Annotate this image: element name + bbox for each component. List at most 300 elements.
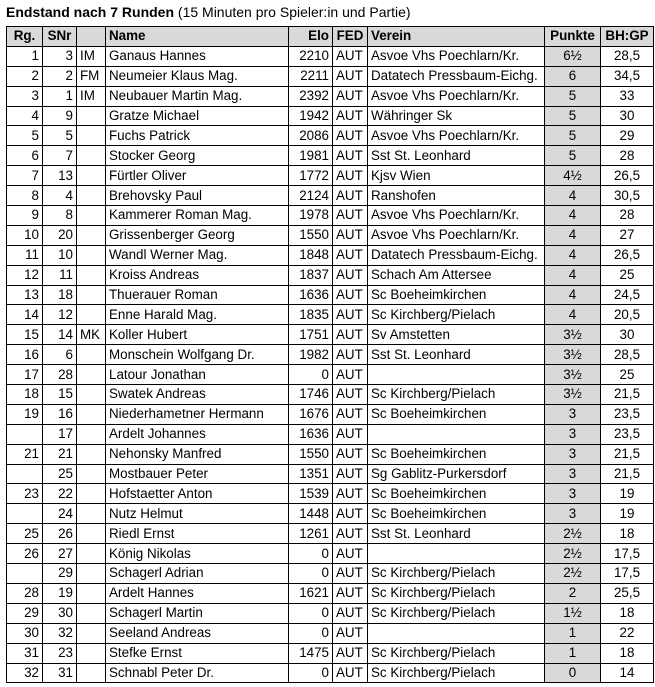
cell-verein: Kjsv Wien (368, 166, 545, 186)
cell-title (77, 345, 106, 365)
table-row (7, 66, 654, 86)
cell-elo: 2211 (289, 66, 333, 86)
cell-verein: Sc Boeheimkirchen (368, 504, 545, 524)
cell-punkte: 4 (545, 186, 601, 206)
cell-verein: Sst St. Leonhard (368, 345, 545, 365)
cell-name: Riedl Ernst (106, 524, 289, 544)
cell-name: Nehonsky Manfred (106, 444, 289, 464)
cell-bhgp: 25,5 (601, 583, 654, 603)
cell-rg (7, 424, 43, 444)
table-row (7, 86, 654, 106)
cell-fed: AUT (333, 404, 368, 424)
cell-fed: AUT (333, 186, 368, 206)
cell-fed: AUT (333, 146, 368, 166)
cell-rg: 18 (7, 385, 43, 405)
cell-title (77, 126, 106, 146)
table-row (7, 444, 654, 464)
cell-elo: 1676 (289, 404, 333, 424)
cell-rg (7, 464, 43, 484)
cell-name: Enne Harald Mag. (106, 305, 289, 325)
cell-snr: 1 (43, 86, 77, 106)
cell-title (77, 225, 106, 245)
table-row (7, 583, 654, 603)
cell-fed: AUT (333, 444, 368, 464)
table-row (7, 623, 654, 643)
cell-title (77, 524, 106, 544)
header-snr: SNr (43, 27, 77, 47)
cell-fed: AUT (333, 166, 368, 186)
cell-bhgp: 17,5 (601, 564, 654, 584)
cell-snr: 22 (43, 484, 77, 504)
header-verein: Verein (368, 27, 545, 47)
table-row (7, 206, 654, 226)
cell-bhgp: 28 (601, 146, 654, 166)
cell-punkte: 4 (545, 206, 601, 226)
cell-fed: AUT (333, 504, 368, 524)
cell-snr: 26 (43, 524, 77, 544)
cell-snr: 23 (43, 643, 77, 663)
table-row (7, 564, 654, 584)
cell-title (77, 583, 106, 603)
cell-bhgp: 25 (601, 265, 654, 285)
cell-rg: 17 (7, 365, 43, 385)
cell-verein: Sc Boeheimkirchen (368, 484, 545, 504)
title-bold: Endstand nach 7 Runden (6, 4, 175, 20)
cell-fed: AUT (333, 206, 368, 226)
cell-name: Ardelt Johannes (106, 424, 289, 444)
cell-title (77, 564, 106, 584)
cell-punkte: 3 (545, 464, 601, 484)
title-subtitle: (15 Minuten pro Spieler:in und Partie) (177, 4, 411, 20)
cell-name: Hofstaetter Anton (106, 484, 289, 504)
cell-elo: 1636 (289, 285, 333, 305)
cell-title: IM (77, 46, 106, 66)
table-row (7, 245, 654, 265)
cell-elo: 0 (289, 564, 333, 584)
cell-fed: AUT (333, 663, 368, 683)
cell-bhgp: 18 (601, 643, 654, 663)
cell-verein: Asvoe Vhs Poechlarn/Kr. (368, 46, 545, 66)
cell-punkte: 3½ (545, 365, 601, 385)
table-row (7, 464, 654, 484)
table-row (7, 345, 654, 365)
cell-bhgp: 30,5 (601, 186, 654, 206)
cell-rg: 32 (7, 663, 43, 683)
cell-elo: 2086 (289, 126, 333, 146)
cell-punkte: 1 (545, 623, 601, 643)
cell-elo: 1261 (289, 524, 333, 544)
cell-elo: 1751 (289, 325, 333, 345)
cell-snr: 25 (43, 464, 77, 484)
cell-rg (7, 504, 43, 524)
cell-punkte: 3 (545, 504, 601, 524)
cell-fed: AUT (333, 484, 368, 504)
cell-punkte: 4½ (545, 166, 601, 186)
cell-rg: 30 (7, 623, 43, 643)
cell-name: Fuchs Patrick (106, 126, 289, 146)
cell-snr: 17 (43, 424, 77, 444)
cell-elo: 1848 (289, 245, 333, 265)
cell-name: Gratze Michael (106, 106, 289, 126)
cell-fed: AUT (333, 385, 368, 405)
table-row (7, 663, 654, 683)
cell-punkte: 4 (545, 245, 601, 265)
cell-verein: Asvoe Vhs Poechlarn/Kr. (368, 206, 545, 226)
cell-snr: 9 (43, 106, 77, 126)
cell-title (77, 444, 106, 464)
cell-verein: Asvoe Vhs Poechlarn/Kr. (368, 86, 545, 106)
cell-verein: Sc Kirchberg/Pielach (368, 603, 545, 623)
cell-verein: Sc Kirchberg/Pielach (368, 564, 545, 584)
cell-punkte: 3½ (545, 345, 601, 365)
cell-bhgp: 21,5 (601, 385, 654, 405)
cell-name: Stocker Georg (106, 146, 289, 166)
cell-verein: Sc Kirchberg/Pielach (368, 583, 545, 603)
cell-name: Kroiss Andreas (106, 265, 289, 285)
cell-name: Koller Hubert (106, 325, 289, 345)
cell-bhgp: 25 (601, 365, 654, 385)
header-elo: Elo (289, 27, 333, 47)
cell-name: Stefke Ernst (106, 643, 289, 663)
cell-fed: AUT (333, 46, 368, 66)
cell-punkte: 1½ (545, 603, 601, 623)
cell-name: Monschein Wolfgang Dr. (106, 345, 289, 365)
cell-rg: 28 (7, 583, 43, 603)
cell-elo: 1982 (289, 345, 333, 365)
cell-elo: 1981 (289, 146, 333, 166)
cell-fed: AUT (333, 86, 368, 106)
cell-fed: AUT (333, 544, 368, 564)
cell-punkte: 3 (545, 444, 601, 464)
cell-snr: 11 (43, 265, 77, 285)
cell-elo: 1550 (289, 444, 333, 464)
cell-title (77, 544, 106, 564)
cell-bhgp: 27 (601, 225, 654, 245)
cell-rg: 7 (7, 166, 43, 186)
cell-fed: AUT (333, 126, 368, 146)
cell-verein (368, 623, 545, 643)
cell-bhgp: 14 (601, 663, 654, 683)
cell-fed: AUT (333, 106, 368, 126)
cell-rg: 11 (7, 245, 43, 265)
table-row (7, 365, 654, 385)
cell-bhgp: 23,5 (601, 404, 654, 424)
cell-bhgp: 18 (601, 524, 654, 544)
cell-elo: 1550 (289, 225, 333, 245)
cell-snr: 12 (43, 305, 77, 325)
cell-verein: Sc Kirchberg/Pielach (368, 305, 545, 325)
table-row (7, 225, 654, 245)
cell-fed: AUT (333, 325, 368, 345)
cell-verein: Asvoe Vhs Poechlarn/Kr. (368, 126, 545, 146)
cell-snr: 10 (43, 245, 77, 265)
table-row (7, 544, 654, 564)
cell-elo: 1942 (289, 106, 333, 126)
table-row (7, 385, 654, 405)
cell-rg: 19 (7, 404, 43, 424)
cell-punkte: 4 (545, 285, 601, 305)
cell-fed: AUT (333, 603, 368, 623)
cell-fed: AUT (333, 643, 368, 663)
cell-punkte: 3 (545, 484, 601, 504)
cell-title (77, 365, 106, 385)
cell-elo: 1772 (289, 166, 333, 186)
cell-name: König Nikolas (106, 544, 289, 564)
cell-rg: 23 (7, 484, 43, 504)
cell-bhgp: 22 (601, 623, 654, 643)
cell-title: MK (77, 325, 106, 345)
cell-punkte: 3½ (545, 385, 601, 405)
table-row (7, 643, 654, 663)
cell-fed: AUT (333, 245, 368, 265)
cell-name: Fürtler Oliver (106, 166, 289, 186)
cell-rg: 8 (7, 186, 43, 206)
cell-rg: 25 (7, 524, 43, 544)
cell-snr: 19 (43, 583, 77, 603)
cell-rg: 4 (7, 106, 43, 126)
cell-name: Schagerl Martin (106, 603, 289, 623)
cell-bhgp: 28,5 (601, 345, 654, 365)
cell-snr: 29 (43, 564, 77, 584)
cell-title (77, 424, 106, 444)
cell-verein: Sc Kirchberg/Pielach (368, 663, 545, 683)
cell-name: Thuerauer Roman (106, 285, 289, 305)
cell-title: FM (77, 66, 106, 86)
cell-name: Niederhametner Hermann (106, 404, 289, 424)
cell-fed: AUT (333, 285, 368, 305)
cell-snr: 20 (43, 225, 77, 245)
cell-name: Wandl Werner Mag. (106, 245, 289, 265)
cell-punkte: 6½ (545, 46, 601, 66)
table-row (7, 166, 654, 186)
cell-snr: 5 (43, 126, 77, 146)
cell-title (77, 643, 106, 663)
table-row (7, 325, 654, 345)
cell-verein: Sc Boeheimkirchen (368, 285, 545, 305)
cell-verein: Asvoe Vhs Poechlarn/Kr. (368, 225, 545, 245)
cell-name: Seeland Andreas (106, 623, 289, 643)
cell-rg: 13 (7, 285, 43, 305)
cell-title (77, 245, 106, 265)
cell-punkte: 1 (545, 643, 601, 663)
cell-punkte: 4 (545, 225, 601, 245)
cell-rg: 12 (7, 265, 43, 285)
cell-fed: AUT (333, 225, 368, 245)
cell-bhgp: 24,5 (601, 285, 654, 305)
cell-bhgp: 28,5 (601, 46, 654, 66)
header-title (77, 27, 106, 47)
table-row (7, 106, 654, 126)
cell-punkte: 2½ (545, 564, 601, 584)
cell-title (77, 166, 106, 186)
cell-verein: Datatech Pressbaum-Eichg. (368, 66, 545, 86)
header-row (7, 27, 654, 47)
cell-verein: Sc Boeheimkirchen (368, 444, 545, 464)
cell-punkte: 0 (545, 663, 601, 683)
cell-verein: Sst St. Leonhard (368, 524, 545, 544)
cell-title (77, 663, 106, 683)
cell-title (77, 146, 106, 166)
cell-rg: 9 (7, 206, 43, 226)
cell-title (77, 464, 106, 484)
cell-bhgp: 17,5 (601, 544, 654, 564)
table-row (7, 484, 654, 504)
cell-name: Ardelt Hannes (106, 583, 289, 603)
cell-rg: 3 (7, 86, 43, 106)
cell-rg: 14 (7, 305, 43, 325)
cell-name: Schagerl Adrian (106, 564, 289, 584)
cell-fed: AUT (333, 583, 368, 603)
table-row (7, 265, 654, 285)
cell-bhgp: 19 (601, 484, 654, 504)
cell-elo: 1448 (289, 504, 333, 524)
cell-rg: 15 (7, 325, 43, 345)
cell-snr: 7 (43, 146, 77, 166)
cell-bhgp: 34,5 (601, 66, 654, 86)
table-row (7, 46, 654, 66)
cell-title (77, 106, 106, 126)
table-row (7, 305, 654, 325)
cell-title (77, 305, 106, 325)
cell-rg: 16 (7, 345, 43, 365)
cell-verein: Währinger Sk (368, 106, 545, 126)
cell-title (77, 265, 106, 285)
header-fed: FED (333, 27, 368, 47)
cell-verein: Sc Kirchberg/Pielach (368, 385, 545, 405)
cell-rg: 10 (7, 225, 43, 245)
cell-elo: 0 (289, 365, 333, 385)
cell-title (77, 385, 106, 405)
cell-verein: Sc Boeheimkirchen (368, 404, 545, 424)
cell-fed: AUT (333, 305, 368, 325)
cell-punkte: 5 (545, 86, 601, 106)
cell-fed: AUT (333, 265, 368, 285)
cell-title (77, 285, 106, 305)
cell-bhgp: 19 (601, 504, 654, 524)
cell-punkte: 2½ (545, 544, 601, 564)
cell-snr: 3 (43, 46, 77, 66)
cell-snr: 24 (43, 504, 77, 524)
cell-name: Latour Jonathan (106, 365, 289, 385)
cell-name: Brehovsky Paul (106, 186, 289, 206)
cell-fed: AUT (333, 623, 368, 643)
cell-snr: 14 (43, 325, 77, 345)
cell-fed: AUT (333, 564, 368, 584)
cell-title (77, 404, 106, 424)
table-row (7, 504, 654, 524)
cell-snr: 15 (43, 385, 77, 405)
cell-bhgp: 29 (601, 126, 654, 146)
cell-name: Mostbauer Peter (106, 464, 289, 484)
cell-title (77, 186, 106, 206)
header-punkte: Punkte (545, 27, 601, 47)
cell-elo: 1539 (289, 484, 333, 504)
cell-verein: Sc Kirchberg/Pielach (368, 643, 545, 663)
header-rg: Rg. (7, 27, 43, 47)
cell-elo: 1978 (289, 206, 333, 226)
cell-punkte: 4 (545, 265, 601, 285)
table-row (7, 404, 654, 424)
cell-elo: 2210 (289, 46, 333, 66)
cell-snr: 6 (43, 345, 77, 365)
table-row (7, 126, 654, 146)
cell-bhgp: 33 (601, 86, 654, 106)
cell-elo: 0 (289, 623, 333, 643)
cell-elo: 1621 (289, 583, 333, 603)
header-bhgp: BH:GP (601, 27, 654, 47)
cell-snr: 28 (43, 365, 77, 385)
cell-bhgp: 18 (601, 603, 654, 623)
cell-bhgp: 21,5 (601, 464, 654, 484)
cell-fed: AUT (333, 464, 368, 484)
cell-elo: 0 (289, 603, 333, 623)
cell-bhgp: 30 (601, 325, 654, 345)
cell-snr: 32 (43, 623, 77, 643)
table-row (7, 603, 654, 623)
cell-fed: AUT (333, 424, 368, 444)
cell-verein: Schach Am Attersee (368, 265, 545, 285)
cell-verein (368, 544, 545, 564)
table-row (7, 524, 654, 544)
cell-verein (368, 424, 545, 444)
standings-table (6, 26, 654, 683)
table-row (7, 424, 654, 444)
cell-bhgp: 20,5 (601, 305, 654, 325)
cell-rg: 21 (7, 444, 43, 464)
cell-rg: 6 (7, 146, 43, 166)
cell-rg: 29 (7, 603, 43, 623)
table-row (7, 186, 654, 206)
table-row (7, 146, 654, 166)
cell-rg (7, 564, 43, 584)
cell-name: Swatek Andreas (106, 385, 289, 405)
cell-elo: 1475 (289, 643, 333, 663)
cell-snr: 16 (43, 404, 77, 424)
cell-title (77, 504, 106, 524)
cell-bhgp: 26,5 (601, 166, 654, 186)
cell-title (77, 206, 106, 226)
cell-punkte: 2½ (545, 524, 601, 544)
cell-verein: Ranshofen (368, 186, 545, 206)
cell-punkte: 5 (545, 126, 601, 146)
cell-snr: 18 (43, 285, 77, 305)
cell-rg: 1 (7, 46, 43, 66)
cell-elo: 1351 (289, 464, 333, 484)
cell-title (77, 603, 106, 623)
cell-verein: Sst St. Leonhard (368, 146, 545, 166)
cell-title: IM (77, 86, 106, 106)
cell-bhgp: 30 (601, 106, 654, 126)
cell-punkte: 6 (545, 66, 601, 86)
cell-punkte: 3 (545, 424, 601, 444)
table-row (7, 285, 654, 305)
cell-verein: Sv Amstetten (368, 325, 545, 345)
cell-title (77, 623, 106, 643)
cell-punkte: 3 (545, 404, 601, 424)
cell-rg: 31 (7, 643, 43, 663)
cell-bhgp: 21,5 (601, 444, 654, 464)
cell-name: Kammerer Roman Mag. (106, 206, 289, 226)
cell-bhgp: 23,5 (601, 424, 654, 444)
cell-snr: 4 (43, 186, 77, 206)
cell-punkte: 3½ (545, 325, 601, 345)
cell-bhgp: 28 (601, 206, 654, 226)
cell-snr: 31 (43, 663, 77, 683)
cell-rg: 5 (7, 126, 43, 146)
cell-punkte: 2 (545, 583, 601, 603)
cell-snr: 13 (43, 166, 77, 186)
header-name: Name (106, 27, 289, 47)
